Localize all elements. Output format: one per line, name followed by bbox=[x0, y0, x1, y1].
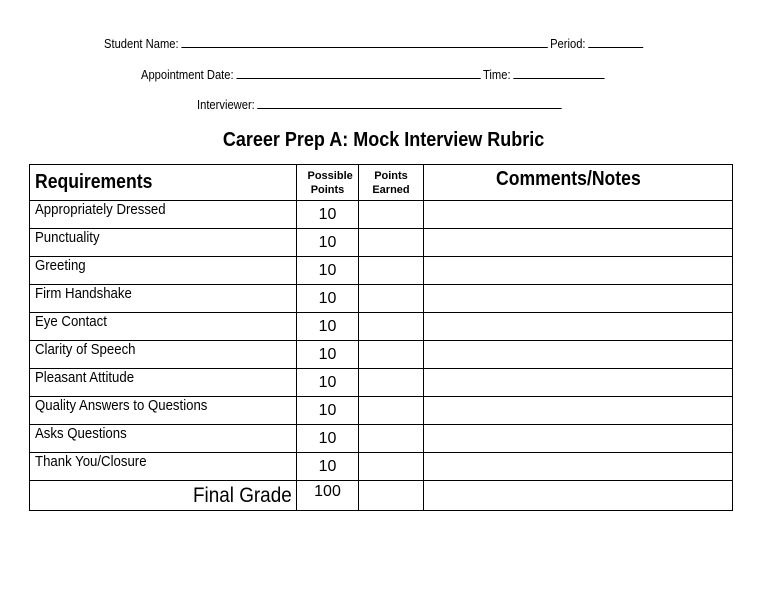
table-row bbox=[30, 285, 733, 313]
table-row bbox=[30, 341, 733, 369]
comments-cell[interactable] bbox=[424, 453, 733, 481]
points-earned-cell[interactable] bbox=[359, 341, 424, 369]
comments-cell[interactable] bbox=[424, 425, 733, 453]
comments-cell[interactable] bbox=[424, 285, 733, 313]
header-points-earned: Points Earned bbox=[359, 165, 424, 201]
points-earned-cell[interactable] bbox=[359, 257, 424, 285]
requirement-cell: Asks Questions bbox=[30, 425, 297, 453]
possible-points-cell: 10 bbox=[297, 257, 359, 285]
interviewer-field[interactable] bbox=[257, 97, 561, 109]
comments-cell[interactable] bbox=[424, 341, 733, 369]
table-row bbox=[30, 453, 733, 481]
requirement-cell: Eye Contact bbox=[30, 313, 297, 341]
possible-points-cell: 10 bbox=[297, 229, 359, 257]
final-comments[interactable] bbox=[424, 481, 733, 511]
table-row bbox=[30, 369, 733, 397]
possible-points-cell: 10 bbox=[297, 369, 359, 397]
table-row bbox=[30, 229, 733, 257]
requirement-cell: Greeting bbox=[30, 257, 297, 285]
possible-points-cell: 10 bbox=[297, 397, 359, 425]
table-header-row bbox=[30, 165, 733, 201]
points-earned-cell[interactable] bbox=[359, 285, 424, 313]
final-possible-points: 100 bbox=[297, 481, 359, 511]
points-earned-cell[interactable] bbox=[359, 453, 424, 481]
rubric-table bbox=[29, 164, 733, 511]
student-name-line bbox=[104, 36, 646, 51]
possible-points-cell: 10 bbox=[297, 201, 359, 229]
final-grade-row bbox=[30, 481, 733, 511]
table-row bbox=[30, 201, 733, 229]
time-label: Time: bbox=[483, 67, 511, 82]
possible-points-cell: 10 bbox=[297, 313, 359, 341]
comments-cell[interactable] bbox=[424, 369, 733, 397]
interviewer-line bbox=[197, 97, 564, 112]
comments-cell[interactable] bbox=[424, 229, 733, 257]
points-earned-cell[interactable] bbox=[359, 425, 424, 453]
points-earned-cell[interactable] bbox=[359, 229, 424, 257]
possible-points-cell: 10 bbox=[297, 425, 359, 453]
requirement-cell: Appropriately Dressed bbox=[30, 201, 297, 229]
page-title: Career Prep A: Mock Interview Rubric bbox=[223, 129, 545, 151]
comments-cell[interactable] bbox=[424, 201, 733, 229]
points-earned-cell[interactable] bbox=[359, 397, 424, 425]
comments-cell[interactable] bbox=[424, 397, 733, 425]
comments-cell[interactable] bbox=[424, 313, 733, 341]
points-earned-cell[interactable] bbox=[359, 313, 424, 341]
table-row bbox=[30, 425, 733, 453]
requirement-cell: Pleasant Attitude bbox=[30, 369, 297, 397]
points-earned-cell[interactable] bbox=[359, 369, 424, 397]
period-label: Period: bbox=[550, 36, 586, 51]
header-comments: Comments/Notes bbox=[424, 165, 733, 201]
appointment-line bbox=[141, 67, 607, 82]
requirement-cell: Firm Handshake bbox=[30, 285, 297, 313]
time-field[interactable] bbox=[513, 67, 604, 79]
comments-cell[interactable] bbox=[424, 257, 733, 285]
table-row bbox=[30, 257, 733, 285]
period-field[interactable] bbox=[588, 36, 643, 48]
appointment-date-label: Appointment Date: bbox=[141, 67, 234, 82]
final-points-earned[interactable] bbox=[359, 481, 424, 511]
requirement-cell: Quality Answers to Questions bbox=[30, 397, 297, 425]
possible-points-cell: 10 bbox=[297, 341, 359, 369]
requirement-cell: Thank You/Closure bbox=[30, 453, 297, 481]
possible-points-cell: 10 bbox=[297, 453, 359, 481]
points-earned-cell[interactable] bbox=[359, 201, 424, 229]
header-requirements: Requirements bbox=[30, 165, 297, 201]
student-name-field[interactable] bbox=[181, 36, 547, 48]
requirement-cell: Clarity of Speech bbox=[30, 341, 297, 369]
final-grade-label: Final Grade bbox=[30, 481, 297, 511]
appointment-date-field[interactable] bbox=[236, 67, 480, 79]
requirement-cell: Punctuality bbox=[30, 229, 297, 257]
possible-points-cell: 10 bbox=[297, 285, 359, 313]
interviewer-label: Interviewer: bbox=[197, 97, 255, 112]
header-possible-points: Possible Points bbox=[297, 165, 359, 201]
student-name-label: Student Name: bbox=[104, 36, 179, 51]
table-row bbox=[30, 397, 733, 425]
table-row bbox=[30, 313, 733, 341]
